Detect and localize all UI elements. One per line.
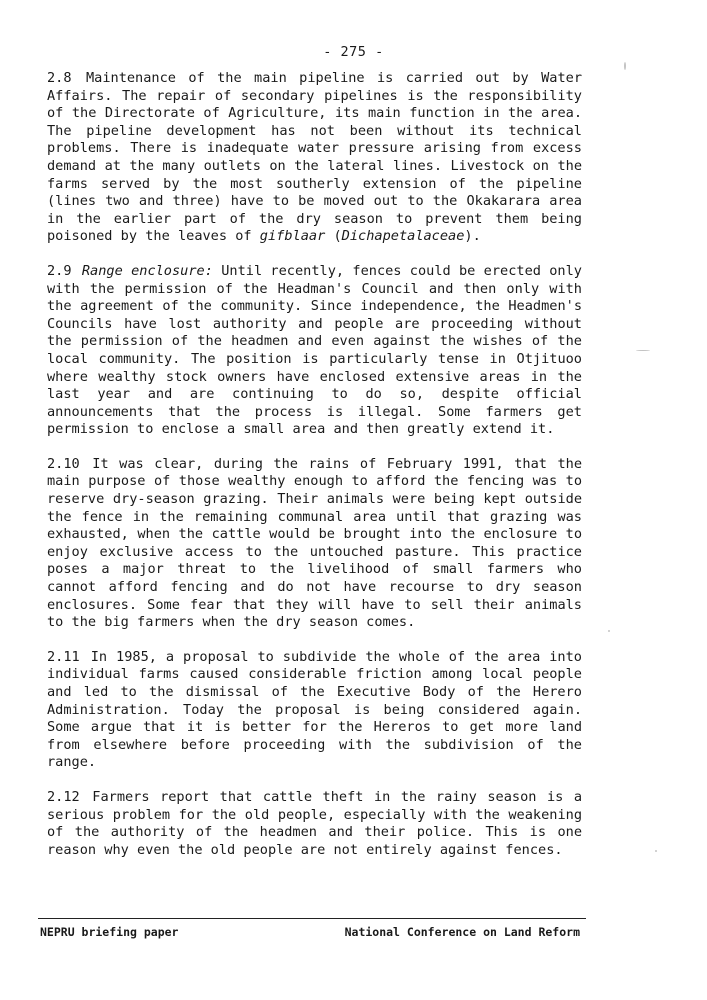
paragraph-text: Until recently, fences could be erected only with the permission of the Headman's Council and then only with the agreement of the community. Since independence, the Headmen's Councils have lost authority and people are proceeding without the permission of the headmen and even against the wishes of the local community. The position is particularly tense in Otjituoo where wealthy stock owners have enclosed extensive areas in the last year and are continuing to do so, despite official announcements that the process is illegal. Some farmers get permission to enclose a small area and then greatly extend it. [47,262,582,438]
paragraph-text: Farmers report that cattle theft in the rainy season is a serious problem for the old people, especially with the weakening of the authority of the headmen and their police. This is one reason why even the old people are not entirely against fences. [47,788,582,858]
italic-term: gifblaar [259,228,326,245]
paragraph-2-8 [47,70,582,246]
paragraph-2-10 [47,456,582,632]
footer-left-text: NEPRU briefing paper [40,925,179,939]
paragraph-text: It was clear, during the rains of February 1991, that the main purpose of those wealthy enough to afford the fencing was to reserve dry-season grazing. Their animals were being kept outside the fence in the remaining communal area until that grazing was exhausted, when the cattle would be brought into the enclosure to enjoy exclusive access to the untouched pasture. This practice poses a major threat to the livelihood of small farmers who cannot afford fencing and do not have recourse to dry season enclosures. Some fear that they will have to sell their animals to the big farmers when the dry season comes. [47,455,582,631]
footer-divider [38,918,586,919]
paragraph-2-11 [47,649,582,772]
document-body [47,70,582,876]
paragraph-number: 2.10 [47,455,80,472]
paragraph-number: 2.11 [47,648,80,665]
paragraph-text: In 1985, a proposal to subdivide the whole of the area into individual farms caused considerable friction among local people and led to the dismissal of the Executive Body of the Herero Administration. Today the proposal is being considered again. Some argue that it is better for the Hereros to get more land from elsewhere before proceeding with the subdivision of the range. [47,648,582,771]
scan-speck [608,630,610,632]
paragraph-number: 2.8 [47,70,72,86]
paragraph-number: 2.12 [47,788,80,805]
paragraph-number: 2.9 [47,262,72,279]
scan-speck [624,62,626,70]
paragraph-text-mid: ( [325,228,342,245]
scan-speck [655,850,657,852]
paragraph-text: Maintenance of the main pipeline is carried out by Water Affairs. The repair of secondary pipelines is the responsibility of the Directorate of Agriculture, its main function in the area. The pipeline development has not been without its technical problems. There is inadequate water pressure arising from excess demand at the many outlets on the lateral lines. Livestock on the farms served by the most southerly extension of the pipeline (lines two and three) have to be moved out to the Okakarara area in the earlier part of the dry season to prevent them being poisoned by the leaves of [47,70,583,245]
paragraph-2-9 [47,263,582,439]
page-number: - 275 - [323,44,384,60]
scan-speck [636,350,650,351]
paragraph-text-end: ). [464,228,481,245]
footer-right-text: National Conference on Land Reform [344,925,580,939]
paragraph-2-12 [47,789,582,859]
paragraph-heading: Range enclosure: [81,262,213,279]
italic-term: Dichapetalaceae [341,228,465,245]
